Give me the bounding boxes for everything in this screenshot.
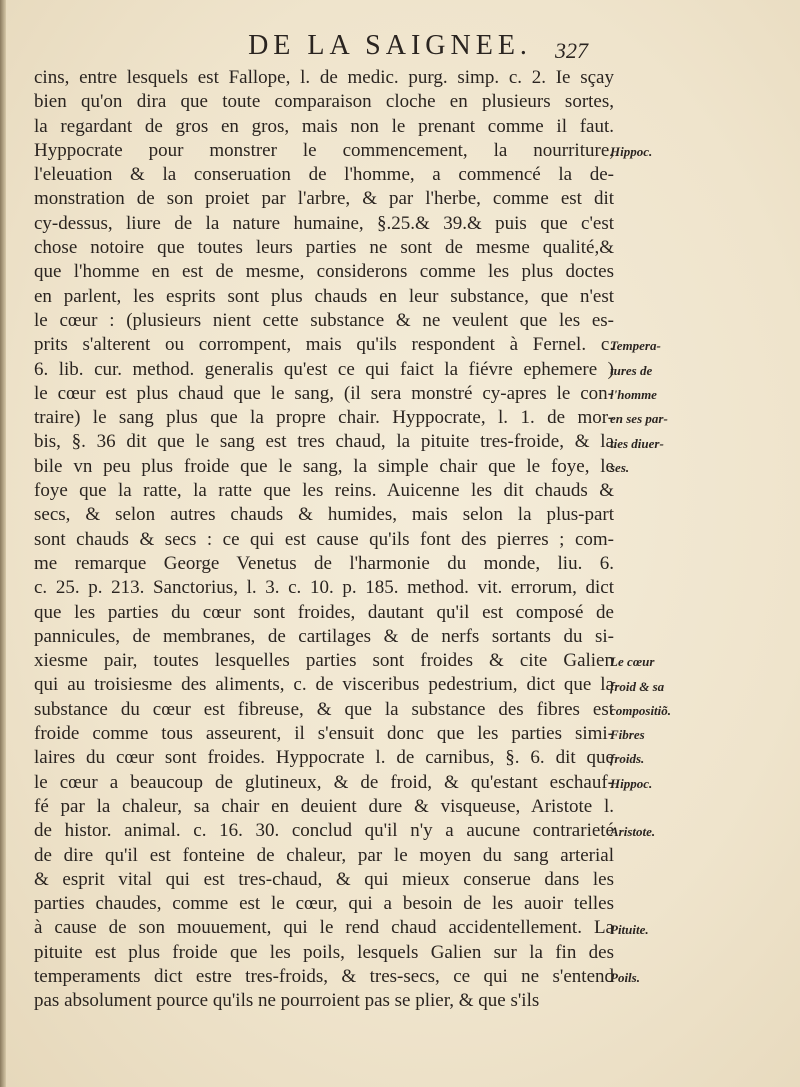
text-line: foye que la ratte, la ratte que les reins. Auicenne les dit chauds &: [34, 480, 614, 502]
text-line: que les parties du cœur sont froides, dautant qu'il est composé de: [34, 601, 614, 623]
text-line: temperaments dict estre tres-froids, & tres-secs, ce qui ne s'entend: [34, 965, 614, 987]
text-line: le cœur est plus chaud que le sang, (il sera monstré cy-apres le con-: [34, 382, 614, 404]
margin-note: Hippoc.: [610, 143, 653, 159]
margin-note: tures de: [610, 362, 653, 378]
text-line: Hyppocrate pour monstrer le commencement, la nourriture,: [34, 139, 614, 161]
margin-note: froid & sa: [610, 678, 665, 694]
text-line: xiesme pair, toutes lesquelles parties sont froides & cite Galien: [34, 650, 614, 672]
text-line: substance du cœur est fibreuse, & que la substance des fibres est: [34, 698, 614, 720]
text-line: bile vn peu plus froide que le sang, la simple chair que le foye, le: [34, 455, 614, 477]
page-gutter-shadow: [0, 0, 6, 1087]
text-line: sont chauds & secs : ce qui est cause qu'ils font des pierres ; com-: [34, 528, 614, 550]
margin-note: Hippoc.: [610, 775, 653, 791]
margin-note: Poils.: [610, 970, 640, 986]
margin-note: l'homme: [610, 386, 657, 402]
body-text: [34, 66, 614, 1014]
text-line: me remarque George Venetus de l'harmonie du monde, liu. 6.: [34, 552, 614, 574]
margin-note: Fibres: [610, 727, 645, 743]
text-line: bien qu'on dira que toute comparaison cloche en plusieurs sortes,: [34, 91, 614, 113]
text-line: que l'homme en est de mesme, considerons comme les plus doctes: [34, 261, 614, 283]
text-line: pas absolument pource qu'ils ne pourroient pas se plier, & que s'ils: [34, 990, 540, 1012]
text-line: monstration de son proiet par l'arbre, & par l'herbe, comme est dit: [34, 188, 614, 210]
text-line: cy-dessus, liure de la nature humaine, §.25.& 39.& puis que c'est: [34, 212, 614, 234]
text-line: froide comme tous asseurent, il s'ensuit donc que les parties simi-: [34, 723, 614, 745]
text-line: le cœur a beaucoup de glutineux, & de froid, & qu'estant eschauf-: [34, 771, 614, 793]
text-line: secs, & selon autres chauds & humides, mais selon la plus-part: [34, 504, 614, 526]
text-line: de histor. animal. c. 16. 30. conclud qu'il n'y a aucune contrarieté: [34, 820, 614, 842]
margin-note: froids.: [610, 751, 645, 767]
text-line: le cœur : (plusieurs nient cette substance & ne veulent que les es-: [34, 309, 614, 331]
text-line: fé par la chaleur, sa chair en deuient dure & visqueuse, Aristote l.: [34, 795, 614, 817]
text-line: 6. lib. cur. method. generalis qu'est ce qui faict la fiévre ephemere ): [34, 358, 614, 380]
text-line: chose notoire que toutes leurs parties ne sont de mesme qualité,&: [34, 237, 614, 259]
margin-note: Tempera-: [610, 338, 661, 354]
text-line: laires du cœur sont froides. Hyppocrate l. de carnibus, §. 6. dit que: [34, 747, 614, 769]
text-line: cins, entre lesquels est Fallope, l. de medic. purg. simp. c. 2. Ie sçay: [34, 67, 614, 88]
margin-note: ses.: [610, 459, 630, 475]
margin-note: en ses par-: [610, 411, 668, 427]
running-head: DE LA SAIGNEE.: [248, 30, 532, 61]
text-line: pituite est plus froide que les poils, lesquels Galien sur la fin des: [34, 941, 614, 963]
margin-note: ties diuer-: [610, 435, 664, 451]
page-number: 327: [555, 38, 588, 63]
text-line: traire) le sang plus que la propre chair. Hyppocrate, l. 1. de mor-: [34, 407, 614, 429]
text-line: prits s'alterent ou corrompent, mais qu'ils respondent à Fernel. c.: [34, 334, 614, 356]
margin-note: Le cœur: [610, 654, 655, 670]
margin-note: compositiõ.: [610, 702, 672, 718]
text-line: pannicules, de membranes, de cartilages & de nerfs sortants du si-: [34, 625, 614, 647]
text-line: l'eleuation & la conseruation de l'homme, a commencé la de-: [34, 164, 614, 186]
margin-note: Aristote.: [610, 824, 656, 840]
text-line: bis, §. 36 dit que le sang est tres chaud, la pituite tres-froide, & la: [34, 431, 614, 453]
text-line: parties chaudes, comme est le cœur, qui a besoin de les auoir telles: [34, 893, 614, 915]
margin-note: Pituite.: [610, 921, 649, 937]
text-line: la regardant de gros en gros, mais non le prenant comme il faut.: [34, 115, 614, 137]
text-line: qui au troisiesme des aliments, c. de visceribus pedestrium, dict que la: [34, 674, 614, 696]
text-line: à cause de son mouuement, qui le rend chaud accidentellement. La: [34, 917, 614, 939]
text-line: & esprit vital qui est tres-chaud, & qui mieux conserue dans les: [34, 868, 614, 890]
text-line: en parlent, les esprits sont plus chauds en leur substance, que n'est: [34, 285, 614, 307]
text-line: de dire qu'il est fonteine de chaleur, par le moyen du sang arterial: [34, 844, 614, 866]
text-line: c. 25. p. 213. Sanctorius, l. 3. c. 10. p. 185. method. vit. errorum, dict: [34, 577, 614, 599]
